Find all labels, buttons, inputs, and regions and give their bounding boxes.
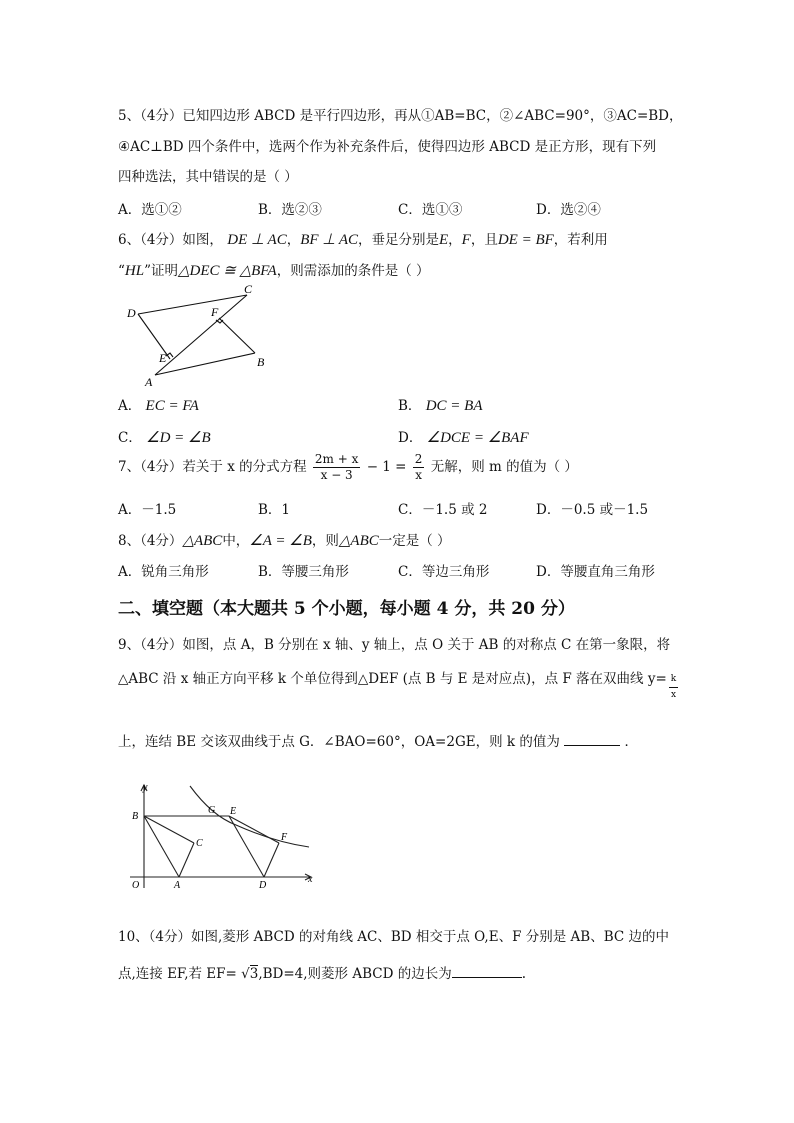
q8-option-c: C．等边三角形 [398,564,490,580]
label-a: A [145,375,153,389]
label-b: B [257,355,265,369]
q10-line2: 点,连接 EF,若 EF= √3,BD=4,则菱形 ABCD 的边长为 . [118,966,527,982]
q6-line1: 6、（4分）如图， DE ⊥ AC，BF ⊥ AC，垂足分别是E，F，且DE = BF，若利用 [118,232,608,248]
label-d: D [127,306,136,320]
q10-line1: 10、（4分）如图,菱形 ABCD 的对角线 AC、BD 相交于点 O,E、F 分别是 AB、BC 边的中 [118,929,669,945]
q5-option-a: A．选①② [118,202,182,218]
q9-line1: 9、（4分）如图，点 A，B 分别在 x 轴、y 轴上，点 O 关于 AB 的对称点 C 在第一象限，将 [118,637,671,653]
q9-answer-blank[interactable] [564,733,620,746]
q6-congruence: △DEC ≅ △BFA [178,263,277,279]
q9-line3: 上，连结 BE 交该双曲线于点 G．∠BAO=60°，OA=2GE，则 k 的值为 ． [118,734,638,750]
label-d: D [259,880,267,891]
q6-figure [120,280,280,390]
label-e: E [230,806,237,817]
q6-option-b: B． DC = BA [398,398,483,414]
label-c: C [196,838,203,849]
q6-cond2: BF ⊥ AC [300,232,358,248]
q9-fraction: $\frac{k}{x}$ [670,674,677,700]
segment-ac [179,843,194,877]
q5-option-d: D．选②④ [536,202,601,218]
q6-option-d: D． ∠DCE = ∠BAF [398,430,529,446]
label-x: x [308,874,313,885]
segment-dc [138,295,247,314]
label-o: O [132,880,140,891]
sqrt-symbol: √ [241,966,250,982]
q5-line1: 5、（4分）已知四边形 ABCD 是平行四边形，再从①AB=BC，②∠ABC=90°，③AC=BD， [118,108,683,124]
q6-cond1: DE ⊥ AC [227,232,287,248]
segment-bf [219,318,255,353]
q5-option-b: B．选②③ [258,202,322,218]
section-title: 二、填空题（本大题共 5 个小题，每小题 4 分，共 20 分） [118,599,575,619]
label-a: A [174,880,181,891]
label-f: F [211,305,219,319]
q7-line: 7、（4分）若关于 x 的分式方程 $\frac{2m + x}{x - 3}$ − 1 = $\frac{2}{x}$ 无解，则 m 的值为（ ） [118,452,578,482]
label-e: E [159,351,167,365]
q6-option-a: A． EC = FA [118,398,199,414]
label-c: C [244,282,253,296]
segment-ab [155,353,255,375]
q7-option-a: A．－1.5 [118,502,177,518]
q8-option-b: B．等腰三角形 [258,564,349,580]
q8-option-d: D．等腰直角三角形 [536,564,655,580]
q9-figure [124,780,324,892]
label-b: B [132,811,139,822]
q8-line: 8、（4分）△ABC中，∠A = ∠B，则△ABC一定是（ ） [118,533,451,549]
q7-option-d: D．－0.5 或－1.5 [536,502,649,518]
label-g: G [208,805,216,816]
q6-hl: HL [124,263,145,279]
q5-line2: ④AC⊥BD 四个条件中，选两个作为补充条件后，使得四边形 ABCD 是正方形，现有下列 [118,139,657,155]
q9-line2: △ABC 沿 x 轴正方向平移 k 个单位得到△DEF (点 B 与 E 是对应点)，点 F 落在双曲线 y= $\frac{k}{x}$ [118,667,680,703]
segment-df [264,843,279,877]
q6-option-c: C． ∠D = ∠B [118,430,211,446]
label-f: F [281,832,288,843]
segment-ac [155,295,247,375]
q10-answer-blank[interactable] [452,965,522,978]
q6-cond3: DE = BF [497,232,554,248]
right-angle-e-mark [166,353,173,357]
q6-line2: “HL”证明△DEC ≅ △BFA，则需添加的条件是（ ） [118,263,430,279]
q5-option-c: C．选①③ [398,202,463,218]
label-y: y [143,782,148,793]
q8-option-a: A．锐角三角形 [118,564,209,580]
q7-fraction-left: $\frac{2m + x}{x - 3}$ [314,452,359,482]
q7-option-b: B．1 [258,502,291,518]
q7-option-c: C．－1.5 或 2 [398,502,488,518]
q7-fraction-right: $\frac{2}{x}$ [414,452,423,482]
q5-line3: 四种选法，其中错误的是（ ） [118,169,298,185]
